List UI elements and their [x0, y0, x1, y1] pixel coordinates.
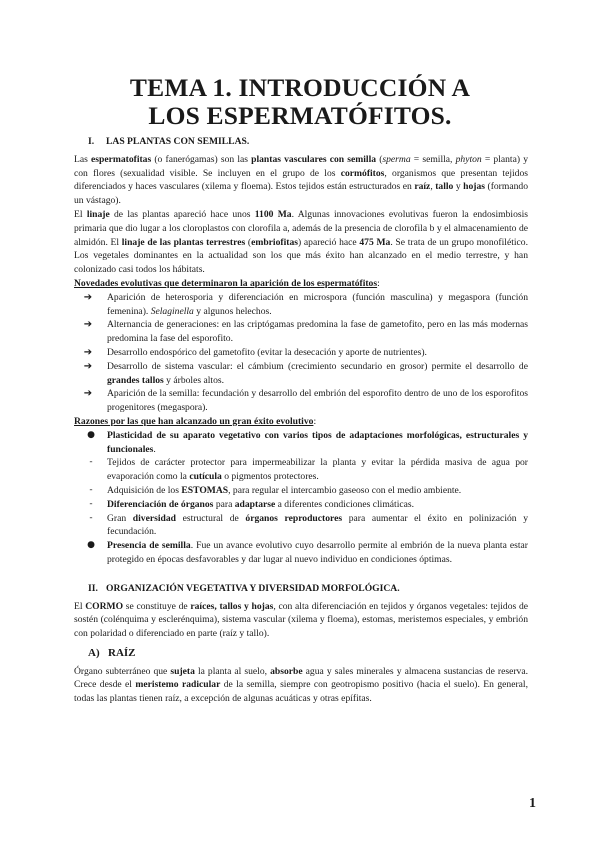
bold-text: raíz: [414, 181, 431, 193]
bold-text: meristemo radicular: [135, 679, 221, 691]
text-run: para aumentar el éxito en polinización y fecundación.: [107, 512, 528, 538]
razones-lead: [74, 415, 528, 429]
list-item: [74, 484, 528, 498]
list-item: [74, 512, 528, 540]
bullet-dot-icon: ●: [87, 540, 95, 551]
text-run: Órgano subterráneo que: [74, 665, 171, 677]
bold-text: cormófitos: [340, 167, 385, 179]
text-run: para: [213, 498, 235, 510]
text-run: Tejidos de carácter protector para impermeabilizar la planta y evitar la pérdida masiva de agua por evaporación como la: [107, 457, 528, 483]
text-run: estructural de: [175, 512, 246, 524]
subsection-a-number: A): [88, 646, 100, 659]
text-run: , con alta diferenciación en tejidos y órganos vegetales: tejidos de sostén (colénquima y esclerénquima), sistema vascular (xilema y floema), estomas, meristemos especiales, y embrión con polaridad o diferenciado en parte (raíz y tallo).: [74, 600, 528, 640]
title-line-2: LOS ESPERMATÓFITOS.: [148, 101, 452, 130]
text-run: a diferentes condiciones climáticas.: [275, 498, 415, 510]
dash-bullet-icon: -: [89, 484, 93, 495]
arrow-bullet-icon: ➔: [83, 388, 93, 400]
bold-text: sujeta: [170, 665, 195, 677]
text-run: Adquisición de los: [107, 484, 182, 496]
bold-text: tallo: [435, 181, 454, 193]
section-1-heading: [74, 135, 528, 149]
section-1-number: I.: [88, 136, 95, 147]
bold-text: órganos reproductores: [245, 512, 343, 524]
bold-text: absorbe: [270, 665, 303, 677]
section-2-number: II.: [88, 582, 98, 594]
list-item: [74, 498, 528, 512]
bold-text: diversidad: [132, 512, 176, 524]
section-1-paragraph-1: [74, 153, 528, 208]
dash-bullet-icon: -: [89, 498, 93, 509]
list-item: [74, 291, 528, 319]
razones-lead-colon: :: [313, 415, 317, 427]
text-run: ,: [430, 181, 436, 193]
novedades-lead-colon: :: [377, 277, 380, 289]
bold-text: embriofitas: [251, 236, 298, 248]
list-item: [74, 360, 528, 388]
text-run: Desarrollo endospórico del gametofito (evitar la desecación y aporte de nutrientes).: [107, 346, 427, 358]
subsection-a-title: RAÍZ: [108, 646, 136, 659]
list-item: [74, 387, 528, 415]
text-run: Aparición de la semilla: fecundación y desarrollo del embrión del esporofito dentro de uno de los esporofitos progenitores (megaspora).: [107, 388, 528, 414]
text-run: . Se trata de un grupo monofilético. Los vegetales dominantes en la actualidad son los que más éxito han alcanzado en el medio terrestre, y han colonizado casi todos los hábitats.: [74, 236, 528, 276]
list-item: [74, 539, 528, 567]
bold-text: Diferenciación de órganos: [107, 498, 214, 510]
text-run: de las plantas apareció hace unos: [109, 208, 255, 220]
italic-text: phyton: [455, 153, 482, 165]
bold-text: espermatofitas: [91, 153, 152, 165]
subsection-a-heading: [74, 647, 528, 661]
text-run: y árboles altos.: [163, 374, 224, 386]
bold-text: Presencia de semilla: [107, 540, 191, 552]
bold-text: cutícula: [189, 471, 222, 483]
novedades-lead: [74, 277, 528, 291]
list-item: [74, 429, 528, 457]
text-run: Aparición de heterosporia y diferenciación en microspora (función masculina) y megaspora (función femenina).: [107, 291, 528, 317]
text-run: Alternancia de generaciones: en las criptógamas predomina la fase de gametofito, pero en las más modernas predomina la fase del esporofito.: [107, 319, 528, 345]
arrow-bullet-icon: ➔: [83, 319, 93, 331]
text-run: , para regular el intercambio gaseoso con el medio ambiente.: [228, 484, 462, 496]
bullet-dot-icon: ●: [87, 429, 95, 440]
list-item: [74, 318, 528, 346]
bold-text: linaje de las plantas terrestres: [121, 236, 246, 248]
bold-text: linaje: [86, 208, 110, 220]
bold-text: plantas vasculares con semilla: [251, 153, 377, 165]
section-2-paragraph: [74, 600, 528, 641]
text-run: la planta al suelo,: [194, 665, 271, 677]
bold-text: ESTOMAS: [181, 484, 229, 496]
bold-text: CORMO: [85, 600, 124, 612]
section-2-title: ORGANIZACIÓN VEGETATIVA Y DIVERSIDAD MORFOLÓGICA.: [106, 582, 400, 594]
bold-text: 1100 Ma: [254, 208, 292, 220]
title-line-1: TEMA 1. INTRODUCCIÓN A: [129, 73, 471, 102]
text-run: y algunos helechos.: [193, 305, 272, 317]
text-run: . Fue un avance evolutivo cuyo desarrollo permite al embrión de la nueva planta estar protegido en épocas desfavorables y dar lugar al nuevo individuo en condiciones óptimas.: [107, 540, 528, 565]
text-run: ) apareció hace: [298, 236, 360, 248]
bold-text: adaptarse: [234, 498, 276, 510]
dash-bullet-icon: -: [89, 512, 93, 523]
text-run: se constituye de: [123, 600, 191, 612]
text-run: El: [74, 208, 87, 220]
dash-bullet-icon: -: [89, 457, 93, 468]
bold-text: hojas: [463, 181, 485, 193]
text-run: (o fanerógamas) son las: [151, 153, 252, 165]
text-run: y: [453, 181, 464, 193]
section-1-title: LAS PLANTAS CON SEMILLAS.: [106, 136, 250, 147]
novedades-list: [74, 291, 528, 415]
text-run: Desarrollo de sistema vascular: el cámbium (crecimiento secundario en grosor) permite el desarrollo de: [107, 360, 528, 372]
novedades-lead-text: Novedades evolutivas que determinaron la aparición de los espermatófitos: [74, 277, 378, 289]
bold-text: 475 Ma: [359, 236, 391, 248]
text-run: agua y sales minerales y almacena sustancias de reserva. Crece desde el: [74, 665, 528, 691]
text-run: , organismos que presentan tejidos diferenciados y haces vasculares (xilema y floema). Estos tejidos están estructurados en: [74, 167, 528, 193]
text-run: .: [153, 443, 156, 455]
arrow-bullet-icon: ➔: [83, 291, 93, 303]
italic-text: sperma: [382, 153, 411, 165]
italic-text: Selaginella: [150, 305, 194, 317]
text-run: Las: [74, 153, 91, 165]
text-run: (: [376, 153, 383, 165]
page-number: 1: [529, 796, 536, 811]
text-run: (: [245, 236, 252, 248]
bold-text: grandes tallos: [107, 374, 164, 386]
bold-text: raíces, tallos y hojas: [190, 600, 274, 612]
razones-list: [74, 429, 528, 567]
subsection-a-paragraph: [74, 665, 528, 706]
section-2-heading: [74, 582, 528, 596]
razones-lead-text: Razones por las que han alcanzado un gran éxito evolutivo: [74, 415, 314, 427]
arrow-bullet-icon: ➔: [83, 346, 93, 358]
text-run: Gran: [107, 512, 133, 524]
text-run: o pigmentos protectores.: [221, 471, 319, 483]
text-run: = semilla,: [410, 153, 456, 165]
arrow-bullet-icon: ➔: [83, 360, 93, 372]
document-body: [74, 135, 528, 706]
page-title: [0, 74, 600, 130]
list-item: [74, 346, 528, 360]
section-1-paragraph-2: [74, 208, 528, 277]
text-run: (formando un vástago).: [74, 181, 528, 207]
text-run: El: [74, 600, 86, 612]
bold-text: Plasticidad de su aparato vegetativo con varios tipos de adaptaciones morfológicas, estructurales y funcionales: [107, 429, 528, 455]
list-item: [74, 456, 528, 484]
text-run: = planta) y con flores (sexualidad visible. Se incluyen en el grupo de los: [74, 153, 528, 179]
text-run: de la semilla, siempre con geotropismo positivo (hacia el suelo). En general, todas las plantas tienen raíz, a excepción de algunas acuáticas y otras epífitas.: [74, 679, 528, 705]
text-run: . Algunas innovaciones evolutivas fueron la endosimbiosis primaria que dio lugar a los cloroplastos con clorofila a, además de la presencia de clorofila b y el almacenamiento de almidón. El: [74, 208, 528, 248]
